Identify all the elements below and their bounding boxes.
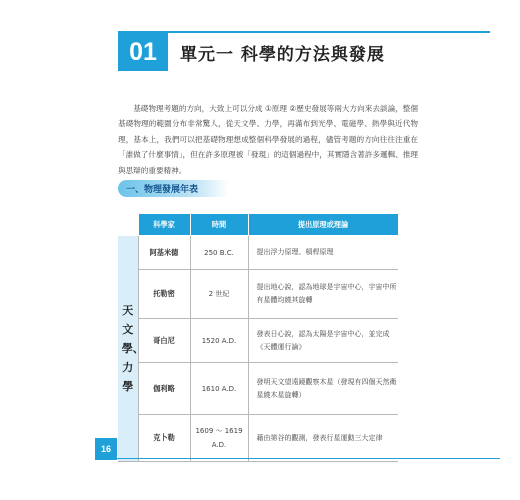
scientist-name: 托勒密 <box>138 270 190 319</box>
intro-paragraph: 基礎物理考題的方向，大致上可以分成 ①原理 ②歷史發展等兩大方向來去談論，整個基礎物理的範圍分布非常驚人，從天文學、力學，再滿布到光學、電磁學、熱學與近代物理，基本上，我們可以把基礎物理想成整個科學發展的過程，儘管考題的方向往往注重在「誰做了什麼事情」，但在許多原理被「發現」的這個過程中，其實隱含著許多邏輯、推理與思辯的重要精神。 <box>118 103 418 175</box>
category-cell <box>118 236 144 462</box>
time-cell: 1609 ～ 1619 A.D. <box>190 415 248 462</box>
category-label: 天文學、力學 <box>121 303 144 393</box>
theory-cell: 藉由第谷的觀測，發表行星運動三大定律 <box>248 415 398 462</box>
theory-cell: 發明天文望遠鏡觀察木星（發現有四個天然衛星繞木星旋轉） <box>248 363 398 415</box>
time-cell: 1520 A.D. <box>190 319 248 363</box>
chapter-number-badge: 01 <box>118 33 168 71</box>
table-row <box>118 415 398 462</box>
table-row <box>118 270 398 319</box>
table-row <box>118 236 398 270</box>
section-heading-label: 一、物理發展年表 <box>126 185 199 195</box>
table-row <box>118 319 398 363</box>
page-number: 16 <box>95 438 117 460</box>
scientist-name: 伽利略 <box>138 363 190 415</box>
scientist-name: 哥白尼 <box>138 319 190 363</box>
scientist-name: 克卜勒 <box>138 415 190 462</box>
theory-cell: 提出浮力原理、槓桿原理 <box>248 236 398 270</box>
history-table <box>118 213 399 462</box>
table-row <box>118 363 398 415</box>
theory-cell: 發表日心說，認為太陽是宇宙中心，並完成《天體運行論》 <box>248 319 398 363</box>
section-heading <box>118 180 228 197</box>
scientist-name: 阿基米德 <box>138 236 190 270</box>
table-corner <box>118 214 138 236</box>
header-scientist: 科學家 <box>138 214 190 236</box>
chapter-title: 單元一 科學的方法與發展 <box>180 45 385 65</box>
time-cell: 250 B.C. <box>190 236 248 270</box>
header-time: 時間 <box>190 214 248 236</box>
theory-cell: 提出地心說，認為地球是宇宙中心，宇宙中所有星體均繞其旋轉 <box>248 270 398 319</box>
bottom-rule <box>117 458 500 459</box>
time-cell: 1610 A.D. <box>190 363 248 415</box>
time-cell: 2 世紀 <box>190 270 248 319</box>
top-rule <box>118 31 490 33</box>
header-theory: 提出原理或理論 <box>248 214 398 236</box>
